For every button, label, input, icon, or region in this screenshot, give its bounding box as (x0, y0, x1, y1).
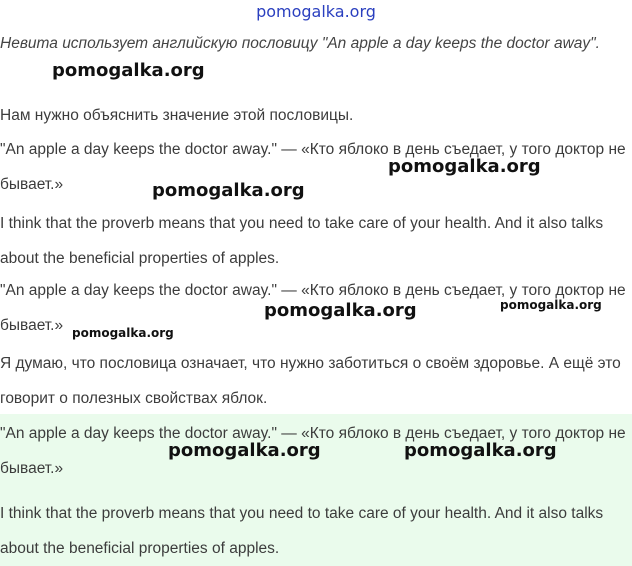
watermark: pomogalka.org (500, 298, 602, 312)
watermark: pomogalka.org (404, 440, 557, 461)
watermark: pomogalka.org (72, 326, 174, 340)
english-explanation-1: I think that the proverb means that you need to take care of your health. And it also talks about the beneficial properties of apples. (0, 215, 604, 267)
watermark: pomogalka.org (168, 440, 321, 461)
watermark: pomogalka.org (264, 300, 417, 321)
quote-1: "An apple a day keeps the doctor away." — «Кто яблоко в день съедает, у того доктор не бывает.» (0, 141, 626, 193)
task-prompt: Невита использует английскую пословицу "An apple a day keeps the doctor away". (0, 35, 600, 52)
intro-line: Нам нужно объяснить значение этой пословицы. (0, 107, 354, 124)
russian-explanation: Я думаю, что пословица означает, что нужно заботиться о своём здоровье. А ещё это говорит о полезных свойствах яблок. (0, 355, 621, 407)
watermark: pomogalka.org (52, 60, 205, 81)
answer-english-explanation: I think that the proverb means that you need to take care of your health. And it also talks about the beneficial properties of apples. (0, 505, 604, 557)
answer-quote: "An apple a day keeps the doctor away." — «Кто яблоко в день съедает, у того доктор не бывает.» (0, 425, 626, 477)
quote-2: "An apple a day keeps the doctor away." — «Кто яблоко в день съедает, у того доктор не бывает.» (0, 282, 626, 334)
watermark: pomogalka.org (152, 180, 305, 201)
top-watermark: pomogalka.org (256, 2, 376, 21)
watermark: pomogalka.org (388, 156, 541, 177)
